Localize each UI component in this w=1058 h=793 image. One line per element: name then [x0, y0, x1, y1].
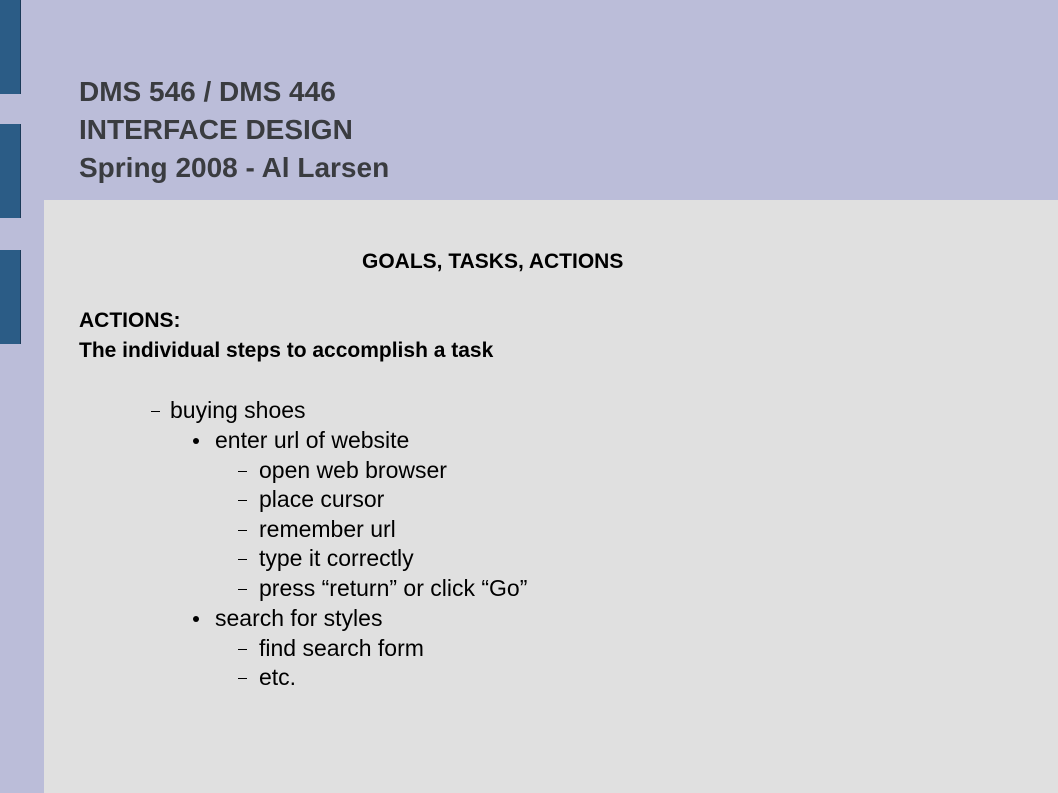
content-panel: [44, 200, 1058, 793]
outline-step-item: find search form: [259, 635, 424, 661]
title-line-term: Spring 2008 - Al Larsen: [79, 152, 390, 183]
outline-task-item: search for styles: [215, 605, 383, 631]
dash-bullet-icon: [238, 589, 247, 590]
slide-heading: GOALS, TASKS, ACTIONS: [362, 250, 624, 273]
section-description: The individual steps to accomplish a task: [79, 339, 494, 362]
dash-bullet-icon: [238, 500, 247, 501]
outline-step-item: place cursor: [259, 486, 385, 512]
dash-bullet-icon: [151, 411, 160, 412]
accent-bar-middle: [0, 124, 21, 218]
outline-step-item: press “return” or click “Go”: [259, 575, 528, 601]
dash-bullet-icon: [238, 649, 247, 650]
outline-step-item: etc.: [259, 664, 297, 690]
title-line-subject: INTERFACE DESIGN: [79, 114, 353, 145]
title-line-course: DMS 546 / DMS 446: [79, 76, 336, 107]
dot-bullet-icon: [193, 616, 199, 622]
section-label: ACTIONS:: [79, 309, 181, 332]
dash-bullet-icon: [238, 678, 247, 679]
dash-bullet-icon: [238, 471, 247, 472]
outline-task-item: enter url of website: [215, 427, 410, 453]
slide-title: [79, 73, 389, 187]
accent-bar-bottom: [0, 250, 21, 344]
outline-step-item: remember url: [259, 516, 396, 542]
accent-bar-top: [0, 0, 21, 94]
dash-bullet-icon: [238, 530, 247, 531]
outline-item-level1: buying shoes: [170, 397, 306, 423]
outline-step-item: open web browser: [259, 457, 447, 483]
outline-step-item: type it correctly: [259, 545, 414, 571]
dot-bullet-icon: [193, 438, 199, 444]
dash-bullet-icon: [238, 559, 247, 560]
